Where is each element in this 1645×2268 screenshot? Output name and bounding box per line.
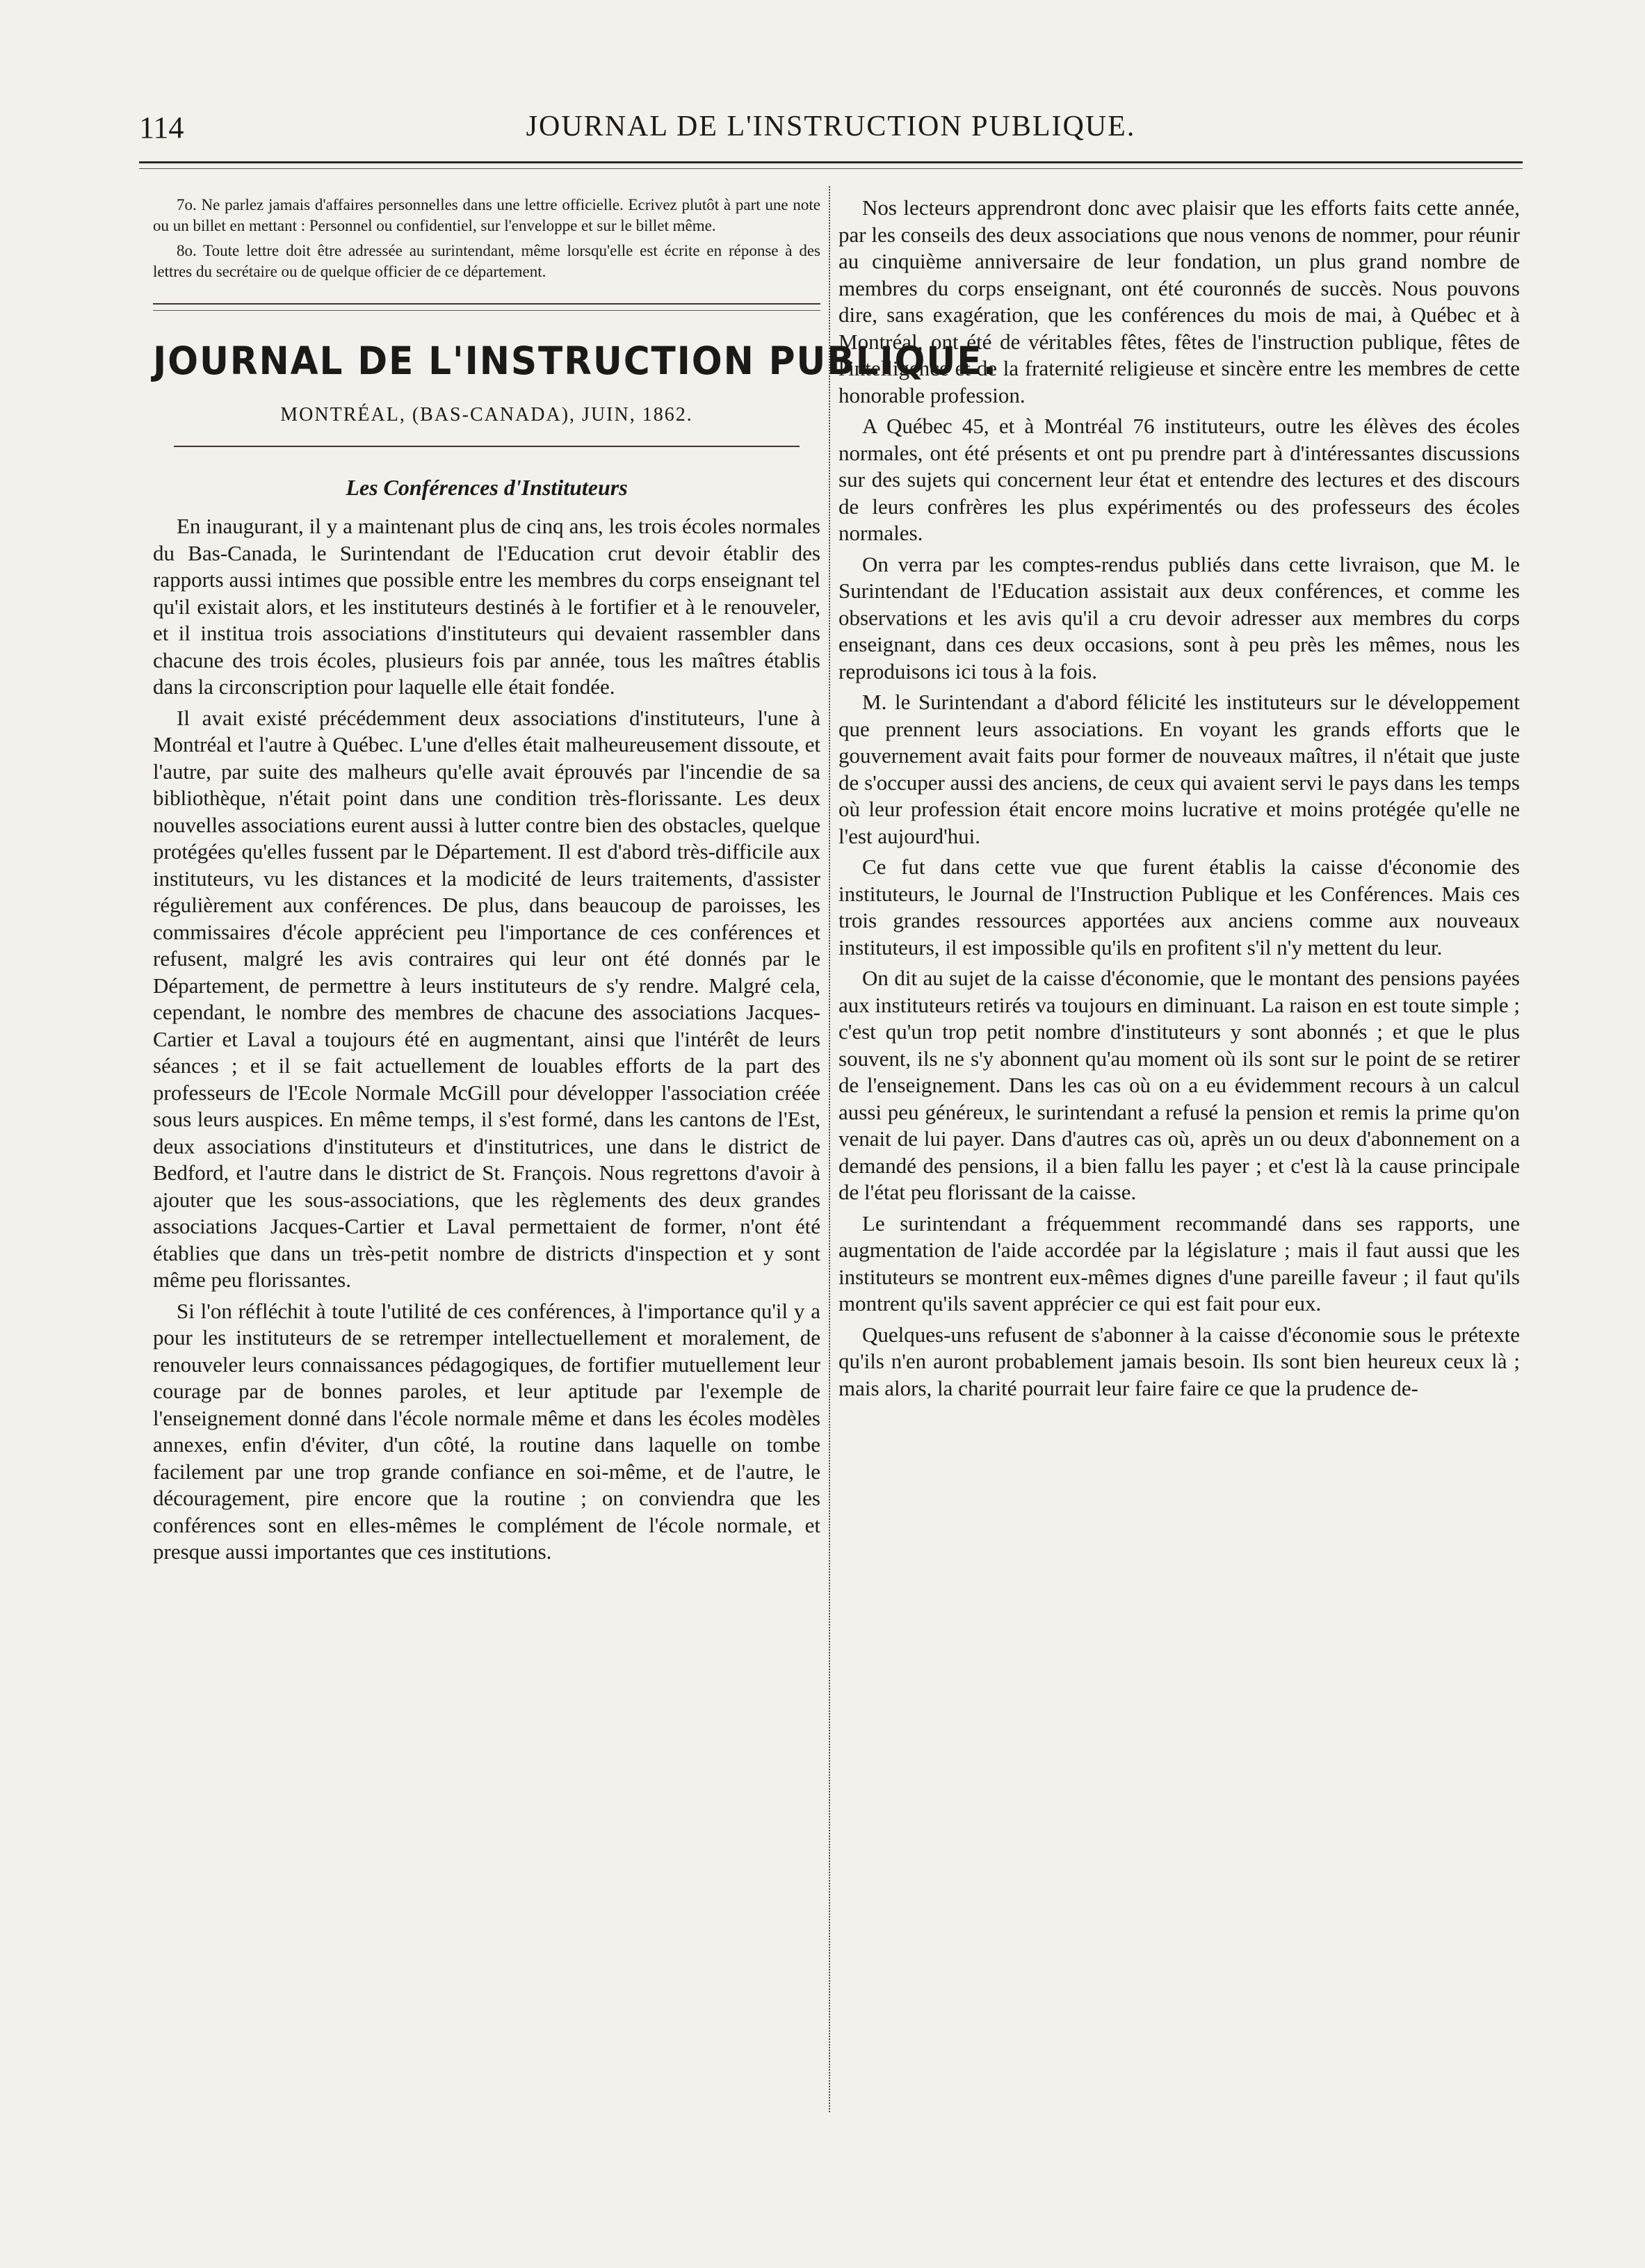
masthead: JOURNAL DE L'INSTRUCTION PUBLIQUE. [153,339,998,383]
paragraph: M. le Surintendant a d'abord félicité les instituteurs sur le développement que prennent leurs associations. En voyant les grands efforts que le gouvernement avait faits pour former de nouveaux maîtres, il n'était que juste de s'occuper aussi des anciens, de ceux qui avaient servi le pays dans les temps où leur profession était encore moins lucrative et moins protégée qu'elle ne l'est aujourd'hui. [838,690,1520,848]
paragraph: Nos lecteurs apprendront donc avec plaisir que les efforts faits cette année, par les conseils des deux associations que nous venons de nommer, pour réunir au cinquième anniversaire de leur fondation, un plus grand nombre de membres du corps enseignant, ont été couronnés de succès. Nous pouvons dire, sans exagération, que les conférences du mois de mai, à Québec et à Montréal, ont été de véritables fêtes, fêtes de l'instruction publique, fêtes de l'intelligence et de la fraternité religieuse et sincère entre les membres de cette honorable profession. [838,195,1520,407]
article-title: Les Conférences d'Instituteurs [346,475,628,500]
header-rule-thin [139,168,1523,169]
header-rule [139,161,1523,163]
running-header [139,110,1523,159]
column-divider [829,186,830,2112]
right-column [838,195,1520,1406]
note-7: 7o. Ne parlez jamais d'affaires personnelles dans une lettre officielle. Ecrivez plutôt à part une note ou un billet en mettant : Personnel ou confidentiel, sur l'enveloppe et sur le billet même. [153,196,820,234]
paragraph: On dit au sujet de la caisse d'économie, que le montant des pensions payées aux instituteurs retirés va toujours en diminuant. La raison en est toute simple ; c'est qu'un trop petit nombre d'instituteurs y sont abonnés ; et que le plus souvent, ils ne s'y abonnent qu'au moment où ils sont sur le point de se retirer de l'enseignement. Dans les cas où on a eu évidemment recours à un calcul aussi peu généreux, le surintendant a refusé la pension et remis la prime qu'on venait de lui payer. Dans d'autres cas où, après un ou deux d'abonnement on a demandé des pensions, il a bien fallu les payer ; et c'est là la cause principale de l'état peu florissant de la caisse. [838,966,1520,1204]
notes-rule [153,303,820,305]
paragraph: A Québec 45, et à Montréal 76 instituteurs, outre les élèves des écoles normales, ont été présents et ont pu prendre part à d'intéressantes discussions sur des sujets qui concernent leur état et entendre des lectures et des discours de leurs confrères les plus expérimentés ou des professeurs des écoles normales. [838,414,1520,545]
paragraph: Quelques-uns refusent de s'abonner à la caisse d'économie sous le prétexte qu'ils n'en auront probablement jamais besoin. Ils sont bien heureux ceux là ; mais alors, la charité pourrait leur faire faire ce que la prudence de- [838,1322,1520,1400]
notes-rule-thin [153,310,820,311]
dateline-rule [174,446,800,447]
dateline: MONTRÉAL, (BAS-CANADA), JUIN, 1862. [280,404,693,426]
page-number: 114 [139,111,184,145]
note-8: 8o. Toute lettre doit être adressée au surintendant, même lorsqu'elle est écrite en réponse à des lettres du secrétaire ou de quelque officier de ce département. [153,242,820,280]
running-title: JOURNAL DE L'INSTRUCTION PUBLIQUE. [526,111,1136,143]
paragraph: Le surintendant a fréquemment recommandé dans ses rapports, une augmentation de l'aide accordée par la législature ; mais il faut aussi que les instituteurs se montrent eux-mêmes dignes d'une pareille faveur ; il faut qu'ils montrent qu'ils savent apprécier ce qui est fait pour eux. [838,1210,1520,1315]
paragraph: Ce fut dans cette vue que furent établis la caisse d'économie des instituteurs, le Journal de l'Instruction Publique et les Conférences. Mais ces trois grandes ressources apportées aux anciens comme aux nouveaux instituteurs, il est impossible qu'ils en profitent s'il n'y mettent du leur. [838,854,1520,959]
paragraph: Si l'on réfléchit à toute l'utilité de ces conférences, à l'importance qu'il y a pour les instituteurs de se retremper intellectuellement et moralement, de renouveler leurs connaissances pédagogiques, de fortifier mutuellement leur courage par de bonnes paroles, et leur aptitude par l'exemple de l'enseignement donné dans l'école normale même et dans les écoles modèles annexes, enfin d'éviter, d'un côté, la routine dans laquelle on tombe facilement par une trop grande confiance en soi-même, et de l'autre, le découragement, pire encore que la routine ; on conviendra que les conférences sont en elles-mêmes le complément de l'école normale, et presque aussi importantes que ces institutions. [153,1298,820,1564]
paragraph: En inaugurant, il y a maintenant plus de cinq ans, les trois écoles normales du Bas-Canada, le Surintendant de l'Education crut devoir établir des rapports aussi intimes que possible entre les membres du corps enseignant tel qu'il existait alors, et les instituteurs destinés à le fortifier et à le renouveler, et il institua trois associations d'instituteurs qui devaient rassembler dans chacune des trois écoles, plusieurs fois par année, tous les maîtres établis dans la circonscription pour laquelle elle était fondée. [153,514,820,699]
left-column [153,195,998,1570]
paragraph: Il avait existé précédemment deux associations d'instituteurs, l'une à Montréal et l'autre à Québec. L'une d'elles était malheureusement dissoute, et l'autre, par suite des malheurs qu'elle avait éprouvés par l'incendie de sa bibliothèque, n'était point dans une condition très-florissante. Les deux nouvelles associations eurent aussi à lutter contre bien des obstacles, quelque protégées qu'elles fussent par le Département. Il est d'abord très-difficile aux instituteurs, vu les distances et la modicité de leurs traitements, d'assister régulièrement aux conférences. De plus, dans beaucoup de paroisses, les commissaires d'école apprécient peu l'importance de ces conférences et refusent, malgré les avis contraires qui leur ont été donnés par le Département, de permettre à leurs instituteurs de s'y rendre. Malgré cela, cependant, le nombre des membres de chacune des associations Jacques-Cartier et Laval a toujours été en augmentant, ainsi que l'intérêt de leurs séances ; et il se fait actuellement de louables efforts de la part des professeurs de l'Ecole Normale McGill pour développer l'association créée sous leurs auspices. En même temps, il s'est formé, dans les cantons de l'Est, deux associations d'instituteurs et d'institutrices, une dans le district de Bedford, et l'autre dans le district de St. François. Nous regrettons d'avoir à ajouter que les sous-associations, que les règlements des deux grandes associations Jacques-Cartier et Laval permettaient de former, n'ont été établies que dans un très-petit nombre de districts d'inspection et y sont même peu florissantes. [153,705,820,1292]
paragraph: On verra par les comptes-rendus publiés dans cette livraison, que M. le Surintendant de l'Education assistait aux deux conférences, et comme les observations et les avis qu'il a cru devoir adresser aux membres du corps enseignant, dans ces deux occasions, sont à peu près les mêmes, nous les reproduisons ici tous à la fois. [838,551,1520,683]
